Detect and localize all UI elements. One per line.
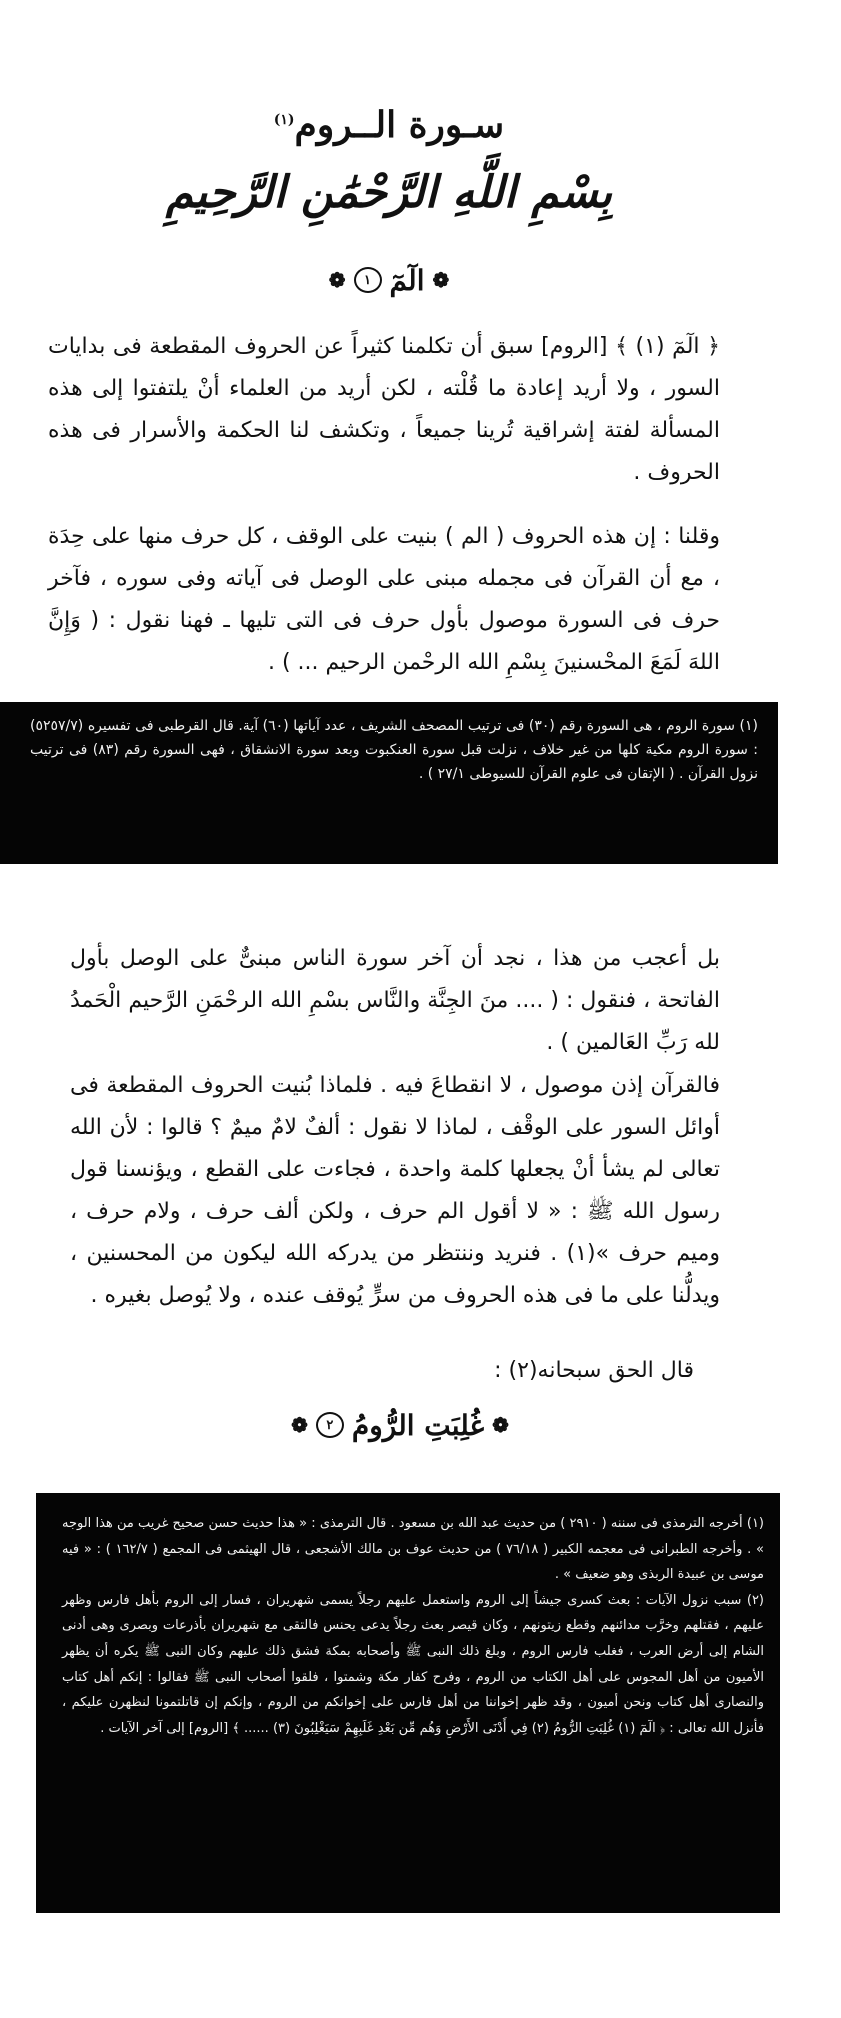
footnote-text: (١) سورة الروم ، هى السورة رقم (٣٠) فى ترتيب المصحف الشريف ، عدد آياتها (٦٠) آية. قال القرطبى فى تفسيره (٥٢٥٧/٧) : سورة الروم مكية كلها من غير خلاف ، نزلت قبل سورة العنكبوت وبعد سورة الانشقاق ، فهى السورة رقم (٨٣) فى ترتيب نزول القرآن . ( الإتقان فى علوم القرآن للسيوطى ٢٧/١ ) . [30,718,758,782]
surah-title-text: سـورة الــروم [294,104,505,146]
verse-number-badge: ١ [354,267,382,293]
body-paragraph: قال الحق سبحانه(٢) : [494,1358,694,1383]
floral-ornament-icon: ❁ [328,268,346,292]
floral-ornament-icon: ❁ [492,1413,509,1437]
title-footnote-marker: (١) [273,112,295,128]
verse-heading-text: الٓمٓ [389,263,425,297]
footnote-block-1 [0,702,778,864]
footnote-text: (١) أخرجه الترمذى فى سننه ( ٢٩١٠ ) من حديث عبد الله بن مسعود . قال الترمذى : « هذا حديث حسن صحيح غريب من هذا الوجه » . وأخرجه الطبرانى فى معجمه الكبير ( ٧٦/١٨ ) من حديث عوف بن مالك الأشجعى ، قال الهيثمى فى المجمع ( ١٦٢/٧ ) : « فيه موسى بن عبيدة الربذى وهو ضعيف » . (٢) سبب نزول الآيات : بعث كسرى جيشاً إلى الروم واستعمل عليهم رجلاً يسمى شهريران ، فسار إلى الروم بأهل فارس وظهر عليهم ، فقتلهم وخرَّب مدائنهم وقطع زيتونهم ، وكان قيصر بعث رجلاً يدعى يحنس فالتقى مع شهريران بأذرعات وبصرى وهى أدنى الشام إلى أرض العرب ، فغلب فارس الروم ، وبلغ ذلك النبى ﷺ وأصحابه بمكة فشق ذلك عليهم وكان النبى ﷺ يكره أن يظهر الأميون من أهل المجوس على أهل الكتاب من الروم ، وفرح كفار مكة وشمتوا ، فلقوا أصحاب النبى ﷺ فقالوا : إنكم أهل كتاب والنصارى أهل كتاب ونحن أميون ، وقد ظهر إخواننا من أهل فارس على إخوانكم من الروم ، وإنكم إن قاتلتمونا لنظهرن عليكم ، فأنزل الله تعالى : ﴿ الٓمٓ (١) غُلِبَتِ الرُّومُ (٢) فِي أَدْنَى الأَرْضِ وَهُم مِّن بَعْدِ غَلَبِهِمْ سَيَغْلِبُونَ (٣) ...... ﴾ [الروم] إلى آخر الآيات . [62,1516,764,1736]
page-scan-middle [22,902,778,1452]
verse-heading-text: غُلِبَتِ الرُّومُ [351,1408,485,1442]
body-paragraph: وقلنا : إن هذه الحروف ( الم ) بنيت على الوقف ، كل حرف منها على حِدَة ، مع أن القرآن فى مجمله مبنى على الوصل فى آياته وفى سوره ، فآخر حرف فى السورة موصول بأول حرف فى التى تليها ـ فهنا نقول : ( وَإِنَّ اللهَ لَمَعَ المحْسنينَ بِسْمِ الله الرحْمن الرحيم ... ) . [48,524,720,675]
basmala-calligraphy: بِسْمِ اللَّهِ الرَّحْمَٰنِ الرَّحِيمِ [165,166,613,218]
verse-number-badge: ٢ [316,1412,344,1438]
verse-heading-ornament [22,1405,778,1445]
floral-ornament-icon: ❁ [291,1413,308,1437]
footnote-block-2 [36,1493,780,1913]
body-paragraph: بل أعجب من هذا ، نجد أن آخر سورة الناس مبنىٌّ على الوصل بأول الفاتحة ، فنقول : ( .... منَ الجِنَّة والنَّاس بسْمِ الله الرحْمَنِ الرَّحيم الْحَمدُ لله رَبِّ العَالمين ) . [70,946,720,1055]
verse-heading-ornament [0,260,778,300]
body-paragraph: ﴿ الٓمٓ (١) ﴾ [الروم] سبق أن تكلمنا كثيراً عن الحروف المقطعة فى بدايات السور ، ولا أريد إعادة ما قُلْته ، لكن أريد من العلماء أنْ يلتفتوا إلى هذه المسألة لفتة إشراقية تُرينا جميعاً ، وتكشف لنا الحكمة والأسرار فى هذه الحروف . [48,334,720,485]
floral-ornament-icon: ❁ [432,268,450,292]
surah-title [0,104,778,146]
body-paragraph: فالقرآن إذن موصول ، لا انقطاعَ فيه . فلماذا بُنيت الحروف المقطعة فى أوائل السور على الوقْف ، لماذا لا نقول : ألفٌ لامٌ ميمٌ ؟ قالوا : لأن الله تعالى لم يشأ أنْ يجعلها كلمة واحدة ، فجاءت على القطع ، ويؤنسنا قول رسول الله ﷺ : « لا أقول الم حرف ، ولكن ألف حرف ، ولام حرف ، وميم حرف »(١) . فنريد وننتظر من يدركه الله ليكون من المحسنين ، ويدلُّنا على ما فى هذه الحروف من سرٍّ يُوقف عنده ، ولا يُوصل بغيره . [70,1073,721,1308]
page-scan-top [0,0,778,702]
